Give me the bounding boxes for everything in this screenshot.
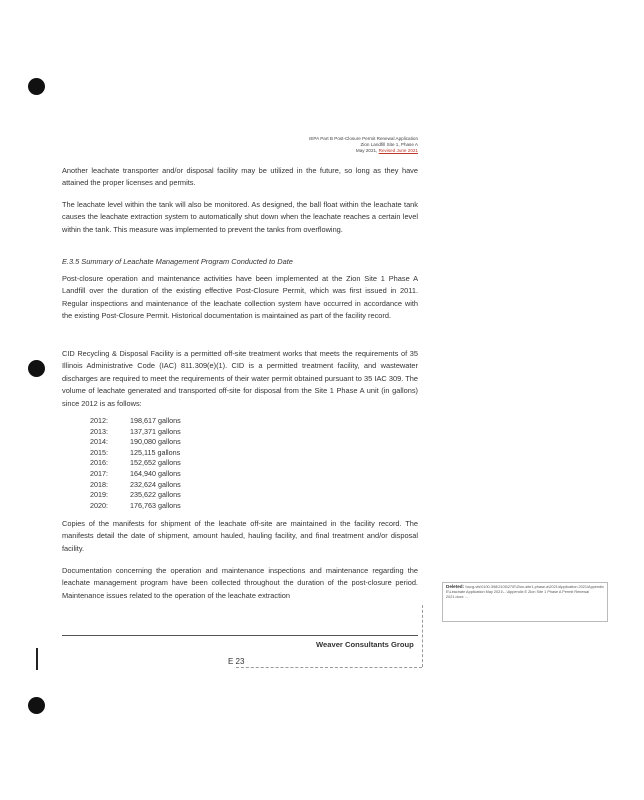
paragraph-2: The leachate level within the tank will also be monitored. As designed, the ball float within the leachate tank causes the leachate extraction system to automatically shut down when the leachate reaches a certain level within the tank. This measure was implemented to prevent the tanks from overflowing. xyxy=(62,200,418,234)
volume-row: 2013: 137,371 gallons xyxy=(90,426,181,436)
header-line-1: IEPA Part B Post-Closure Permit Renewal Application xyxy=(309,136,418,141)
punch-hole-top xyxy=(28,78,45,95)
header-revision: Revised June 2021 xyxy=(378,148,418,154)
comment-text: \\wcg-vfs\0100-398\2105\27\E\Zion-site1-phase-a\2021\Application 2021\Appendix E\Leachate Application May 2021\...\Appendix E Zion Site 1 Phase A Permit Renewal 2021.docx … xyxy=(446,585,604,599)
page-number: E 23 xyxy=(228,657,245,666)
volume-row: 2016: 152,652 gallons xyxy=(90,458,181,468)
footer-rule xyxy=(62,635,418,636)
header-line-2: Zion Landfill Site 1, Phase A xyxy=(360,142,418,148)
volume-row: 2018: 232,624 gallons xyxy=(90,479,181,489)
paragraph-4: CID Recycling & Disposal Facility is a permitted off-site treatment works that meets the requirements of 35 Illinois Administrative Code (IAC) 811.309(e)(1). CID is a permitted treatment facility, and wastewater discharges are required to meet the requirements of their water permit obtained pursuant to 35 IAC 309. The volume of leachate generated and transported off-site for disposal from the Site 1 Phase A unit (in gallons) since 2012 is as follows: xyxy=(62,349,418,408)
leachate-volume-list xyxy=(90,416,181,511)
punch-hole-bottom xyxy=(28,697,45,714)
paragraph-3: Post-closure operation and maintenance activities have been implemented at the Zion Site 1 Phase A Landfill over the duration of the existing effective Post-Closure Permit, which was first issued in 2011. Regular inspections and maintenance of the leachate collection system have occurred in accordance with the existing Post-Closure Permit. Historical documentation is maintained as part of the facility record. xyxy=(62,274,418,321)
volume-row: 2019: 235,622 gallons xyxy=(90,490,181,500)
header-line-3: May 2021, Revised June 2021 xyxy=(355,148,418,154)
volume-row: 2020: 176,763 gallons xyxy=(90,500,181,510)
deleted-comment-balloon[interactable] xyxy=(442,582,608,622)
paragraph-6: Documentation concerning the operation and maintenance inspections and maintenance regarding the leachate management program have been collected throughout the duration of the post-closure period. Maintenance issues related to the operation of the leachate extraction xyxy=(62,566,418,600)
punch-hole-middle xyxy=(28,360,45,377)
comment-connector-horizontal xyxy=(236,667,422,668)
comment-connector-vertical xyxy=(422,605,423,667)
volume-row: 2012: 198,617 gallons xyxy=(90,416,181,425)
paragraph-1: Another leachate transporter and/or disposal facility may be utilized in the future, so long as they have attained the proper licenses and permits. xyxy=(62,166,418,188)
footer-company: Weaver Consultants Group xyxy=(316,640,414,649)
section-heading: E.3.5 Summary of Leachate Management Program Conducted to Date xyxy=(62,257,293,266)
comment-label: Deleted: xyxy=(446,584,465,589)
volume-row: 2017: 164,940 gallons xyxy=(90,468,181,478)
volume-row: 2015: 125,115 gallons xyxy=(90,447,181,457)
change-bar xyxy=(36,648,38,670)
volume-row: 2014: 190,080 gallons xyxy=(90,437,181,447)
paragraph-5: Copies of the manifests for shipment of the leachate off-site are maintained in the facility record. The manifests detail the date of shipment, amount hauled, hauling facility, and final treatment and/or disposal facility. xyxy=(62,519,418,553)
running-header xyxy=(309,136,418,155)
